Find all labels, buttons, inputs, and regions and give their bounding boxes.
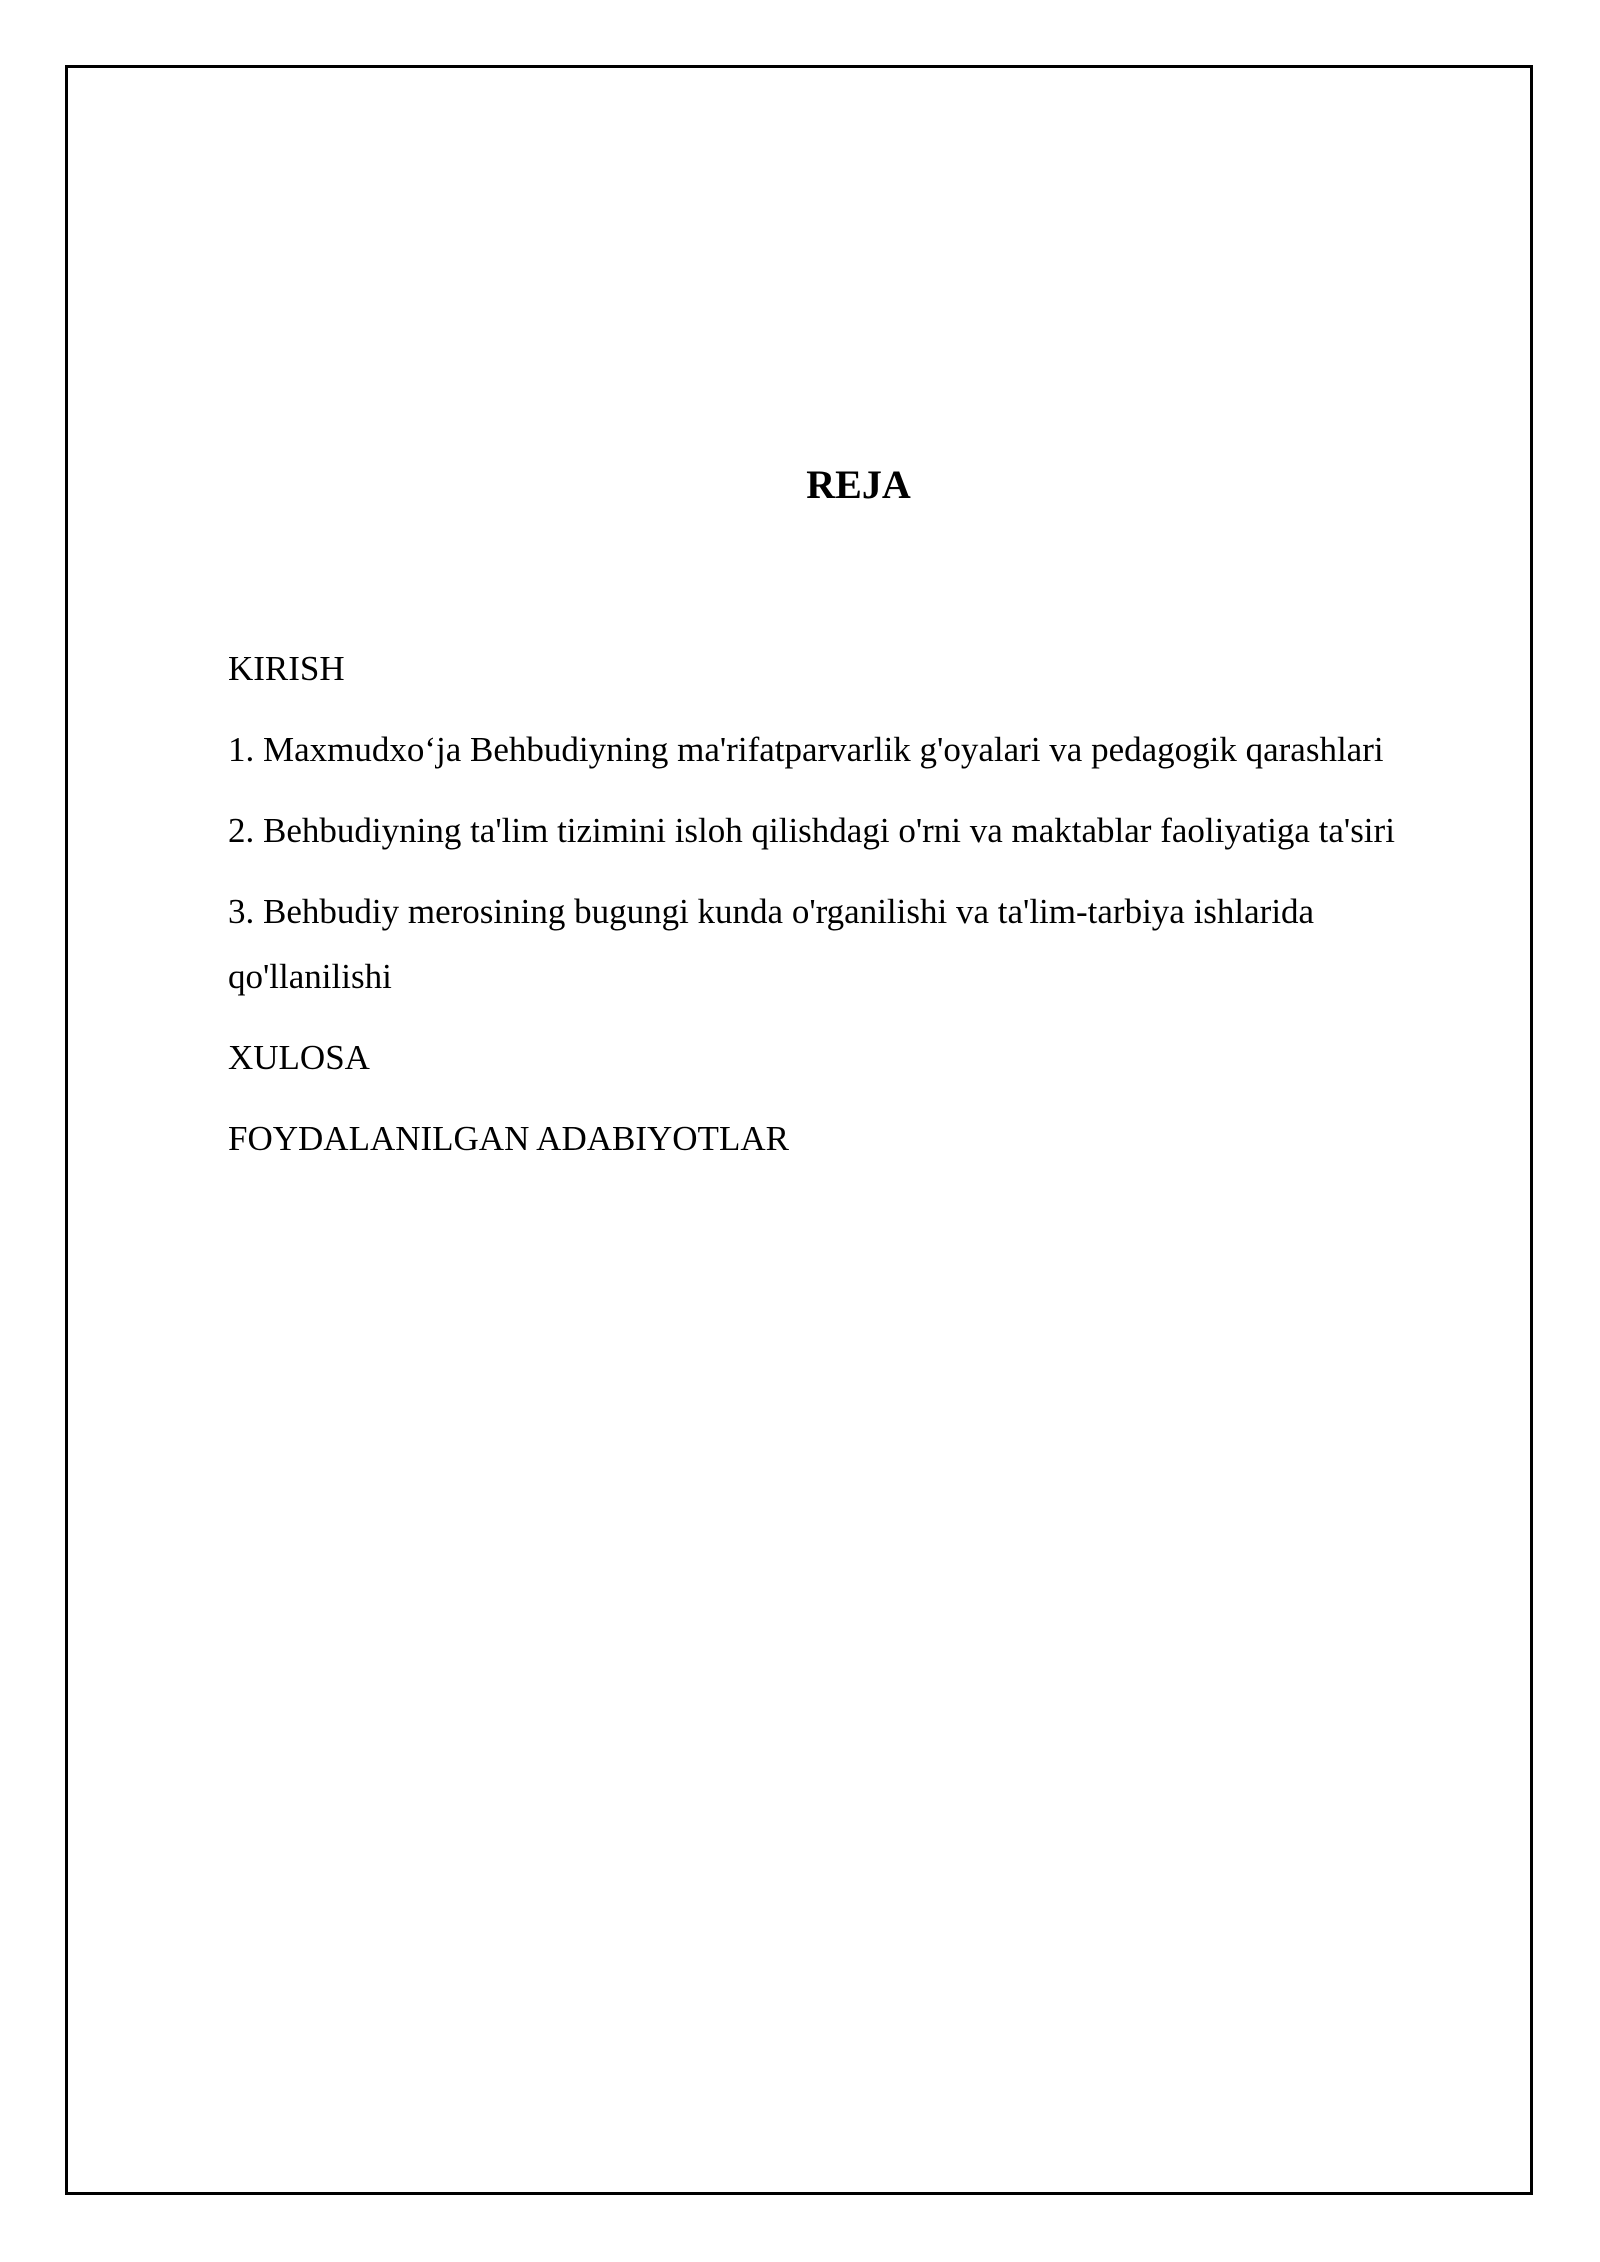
plan-item-1: 1. Maxmudxo‘ja Behbudiyning ma'rifatparvarlik g'oyalari va pedagogik qarashlari [228, 730, 1384, 769]
plan-item-3: 3. Behbudiy merosining bugungi kunda o'rganilishi va ta'lim-tarbiya ishlarida qo'llanilishi [228, 892, 1315, 996]
plan-list [228, 636, 1518, 1187]
plan-item-references: FOYDALANILGAN ADABIYOTLAR [228, 1119, 789, 1158]
plan-item-conclusion: XULOSA [228, 1038, 370, 1077]
page-title: REJA [806, 462, 911, 507]
plan-item-2: 2. Behbudiyning ta'lim tizimini isloh qilishdagi o'rni va maktablar faoliyatiga ta'siri [228, 811, 1395, 850]
plan-item-introduction: KIRISH [228, 649, 345, 688]
